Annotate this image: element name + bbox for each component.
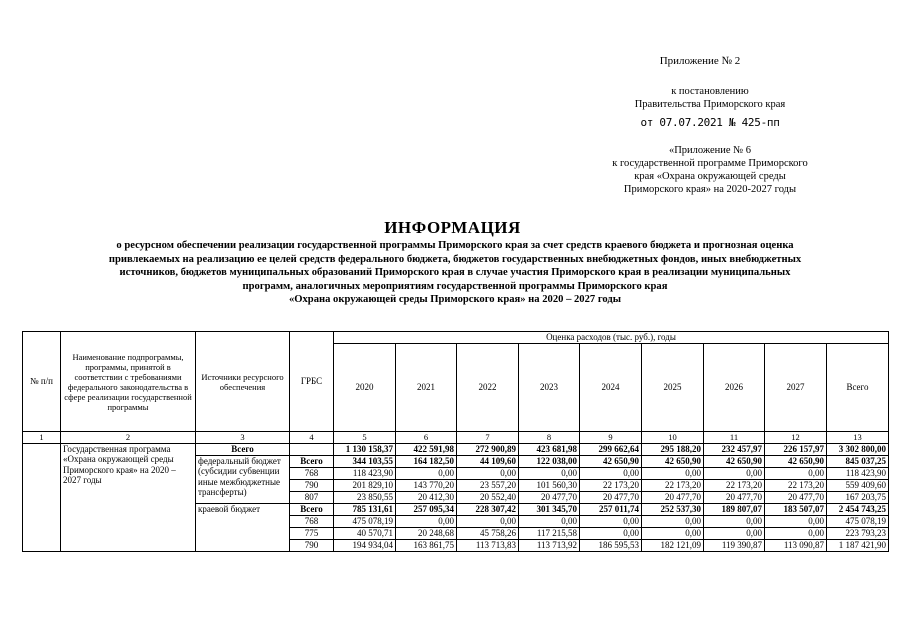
value-cell: 122 038,00 xyxy=(519,455,580,467)
value-cell: 0,00 xyxy=(457,515,519,527)
value-cell: 223 793,23 xyxy=(827,527,889,539)
appendix6-line: края «Охрана окружающей среды xyxy=(634,171,786,182)
value-cell: 2 454 743,25 xyxy=(827,503,889,515)
value-cell: 20 412,30 xyxy=(396,491,457,503)
value-cell: 0,00 xyxy=(580,467,642,479)
value-cell: 226 157,97 xyxy=(765,443,827,455)
decree-government: Правительства Приморского края xyxy=(634,99,786,110)
value-cell: 113 090,87 xyxy=(765,539,827,551)
column-number: 4 xyxy=(290,432,334,444)
value-cell: 0,00 xyxy=(704,527,765,539)
grbs-cell: 807 xyxy=(290,491,334,503)
subtitle-line: «Охрана окружающей среды Приморского края» на 2020 – 2027 годы xyxy=(288,294,622,305)
header-year: 2024 xyxy=(580,344,642,432)
appendix6-line: к государственной программе Приморского xyxy=(612,158,808,169)
header-num: № п/п xyxy=(23,332,61,432)
value-cell: 163 861,75 xyxy=(396,539,457,551)
value-cell: 23 850,55 xyxy=(334,491,396,503)
value-cell: 22 173,20 xyxy=(580,479,642,491)
value-cell: 0,00 xyxy=(519,515,580,527)
appendix6-line: Приморского края» на 2020-2027 годы xyxy=(623,184,797,195)
value-cell: 20 477,70 xyxy=(704,491,765,503)
value-cell: 20 248,68 xyxy=(396,527,457,539)
value-cell: 252 537,30 xyxy=(642,503,704,515)
column-number: 2 xyxy=(61,432,196,444)
value-cell: 23 557,20 xyxy=(457,479,519,491)
value-cell: 182 121,09 xyxy=(642,539,704,551)
value-cell: 42 650,90 xyxy=(580,455,642,467)
source-regional-budget: краевой бюджет xyxy=(196,503,290,551)
value-cell: 189 807,07 xyxy=(704,503,765,515)
value-cell: 785 131,61 xyxy=(334,503,396,515)
value-cell: 1 130 158,37 xyxy=(334,443,396,455)
value-cell: 257 011,74 xyxy=(580,503,642,515)
value-cell: 0,00 xyxy=(580,527,642,539)
value-cell: 164 182,50 xyxy=(396,455,457,467)
column-number: 10 xyxy=(642,432,704,444)
value-cell: 845 037,25 xyxy=(827,455,889,467)
value-cell: 0,00 xyxy=(457,467,519,479)
row-number xyxy=(23,443,61,551)
value-cell: 0,00 xyxy=(580,515,642,527)
program-name: Государственная программа «Охрана окружающей среды Приморского края» на 2020 – 2027 годы xyxy=(61,443,196,551)
value-cell: 423 681,98 xyxy=(519,443,580,455)
decree-date-number: от 07.07.2021 № 425-пп xyxy=(640,116,780,129)
value-cell: 0,00 xyxy=(765,467,827,479)
column-number: 1 xyxy=(23,432,61,444)
decree-reference: к постановлению xyxy=(671,86,749,97)
value-cell: 45 758,26 xyxy=(457,527,519,539)
grbs-cell: Всего xyxy=(290,503,334,515)
value-cell: 22 173,20 xyxy=(704,479,765,491)
header-name: Наименование подпрограммы, программы, принятой в соответствии с требованиями федерального законодательства в сфере реализации государственной программы xyxy=(61,332,196,432)
header-year: 2022 xyxy=(457,344,519,432)
value-cell: 301 345,70 xyxy=(519,503,580,515)
appendix6-line: «Приложение № 6 xyxy=(668,145,752,156)
value-cell: 0,00 xyxy=(642,467,704,479)
value-cell: 20 477,70 xyxy=(519,491,580,503)
column-number: 5 xyxy=(334,432,396,444)
value-cell: 475 078,19 xyxy=(827,515,889,527)
header-year: 2027 xyxy=(765,344,827,432)
value-cell: 113 713,92 xyxy=(519,539,580,551)
value-cell: 3 302 800,00 xyxy=(827,443,889,455)
column-number: 6 xyxy=(396,432,457,444)
value-cell: 143 770,20 xyxy=(396,479,457,491)
document-subtitle xyxy=(30,239,880,307)
header-year: 2026 xyxy=(704,344,765,432)
header-grbs: ГРБС xyxy=(290,332,334,432)
source-total-label: Всего xyxy=(196,443,290,455)
header-year: 2021 xyxy=(396,344,457,432)
value-cell: 119 390,87 xyxy=(704,539,765,551)
header-year: 2025 xyxy=(642,344,704,432)
value-cell: 295 188,20 xyxy=(642,443,704,455)
value-cell: 22 173,20 xyxy=(642,479,704,491)
value-cell: 42 650,90 xyxy=(642,455,704,467)
value-cell: 0,00 xyxy=(765,515,827,527)
value-cell: 0,00 xyxy=(704,467,765,479)
value-cell: 40 570,71 xyxy=(334,527,396,539)
header-source: Источники ресурсного обеспечения xyxy=(196,332,290,432)
value-cell: 113 713,83 xyxy=(457,539,519,551)
value-cell: 20 477,70 xyxy=(765,491,827,503)
subtitle-line: привлекаемых на реализацию ее целей средств федерального бюджета, бюджетов государственных внебюджетных фондов, иных внебюджетных xyxy=(108,253,802,265)
resource-table xyxy=(22,331,889,552)
column-number: 3 xyxy=(196,432,290,444)
value-cell: 344 103,55 xyxy=(334,455,396,467)
grbs-cell: 790 xyxy=(290,479,334,491)
value-cell: 232 457,97 xyxy=(704,443,765,455)
value-cell: 0,00 xyxy=(396,515,457,527)
value-cell: 201 829,10 xyxy=(334,479,396,491)
table-row xyxy=(23,443,889,455)
subtitle-line: программ, аналогичных мероприятиям государственной программы Приморского края xyxy=(242,280,668,292)
subtitle-line: о ресурсном обеспечении реализации государственной программы Приморского края за счет средств краевого бюджета и прогнозная оценка xyxy=(116,240,794,251)
appendix-title: Приложение № 2 xyxy=(659,55,741,67)
column-number: 7 xyxy=(457,432,519,444)
header-year: Всего xyxy=(827,344,889,432)
value-cell: 44 109,60 xyxy=(457,455,519,467)
column-number: 9 xyxy=(580,432,642,444)
column-number: 12 xyxy=(765,432,827,444)
document-title: ИНФОРМАЦИЯ xyxy=(384,218,521,237)
value-cell: 101 560,30 xyxy=(519,479,580,491)
value-cell: 475 078,19 xyxy=(334,515,396,527)
value-cell: 0,00 xyxy=(396,467,457,479)
value-cell: 299 662,64 xyxy=(580,443,642,455)
value-cell: 22 173,20 xyxy=(765,479,827,491)
header-year: 2023 xyxy=(519,344,580,432)
value-cell: 422 591,98 xyxy=(396,443,457,455)
value-cell: 0,00 xyxy=(519,467,580,479)
value-cell: 0,00 xyxy=(642,527,704,539)
value-cell: 118 423,90 xyxy=(827,467,889,479)
value-cell: 42 650,90 xyxy=(765,455,827,467)
value-cell: 194 934,04 xyxy=(334,539,396,551)
header-year: 2020 xyxy=(334,344,396,432)
value-cell: 42 650,90 xyxy=(704,455,765,467)
value-cell: 183 507,07 xyxy=(765,503,827,515)
value-cell: 20 552,40 xyxy=(457,491,519,503)
value-cell: 117 215,58 xyxy=(519,527,580,539)
value-cell: 20 477,70 xyxy=(580,491,642,503)
value-cell: 257 095,34 xyxy=(396,503,457,515)
subtitle-line: источников, бюджетов муниципальных образований Приморского края в случае участия Приморского края в реализации муниципальных xyxy=(119,267,791,278)
value-cell: 0,00 xyxy=(765,527,827,539)
column-number: 8 xyxy=(519,432,580,444)
column-number: 13 xyxy=(827,432,889,444)
value-cell: 272 900,89 xyxy=(457,443,519,455)
value-cell: 167 203,75 xyxy=(827,491,889,503)
value-cell: 20 477,70 xyxy=(642,491,704,503)
source-federal-budget: федеральный бюджет (субсидии субвенции иные межбюджетные трансферты) xyxy=(196,455,290,503)
grbs-cell: 768 xyxy=(290,515,334,527)
value-cell: 228 307,42 xyxy=(457,503,519,515)
grbs-cell: 790 xyxy=(290,539,334,551)
grbs-cell: 768 xyxy=(290,467,334,479)
value-cell: 1 187 421,90 xyxy=(827,539,889,551)
grbs-cell: 775 xyxy=(290,527,334,539)
value-cell: 0,00 xyxy=(642,515,704,527)
grbs-cell xyxy=(290,443,334,455)
value-cell: 559 409,60 xyxy=(827,479,889,491)
header-costs: Оценка расходов (тыс. руб.), годы xyxy=(334,332,889,344)
value-cell: 118 423,90 xyxy=(334,467,396,479)
value-cell: 186 595,53 xyxy=(580,539,642,551)
column-number: 11 xyxy=(704,432,765,444)
value-cell: 0,00 xyxy=(704,515,765,527)
grbs-cell: Всего xyxy=(290,455,334,467)
